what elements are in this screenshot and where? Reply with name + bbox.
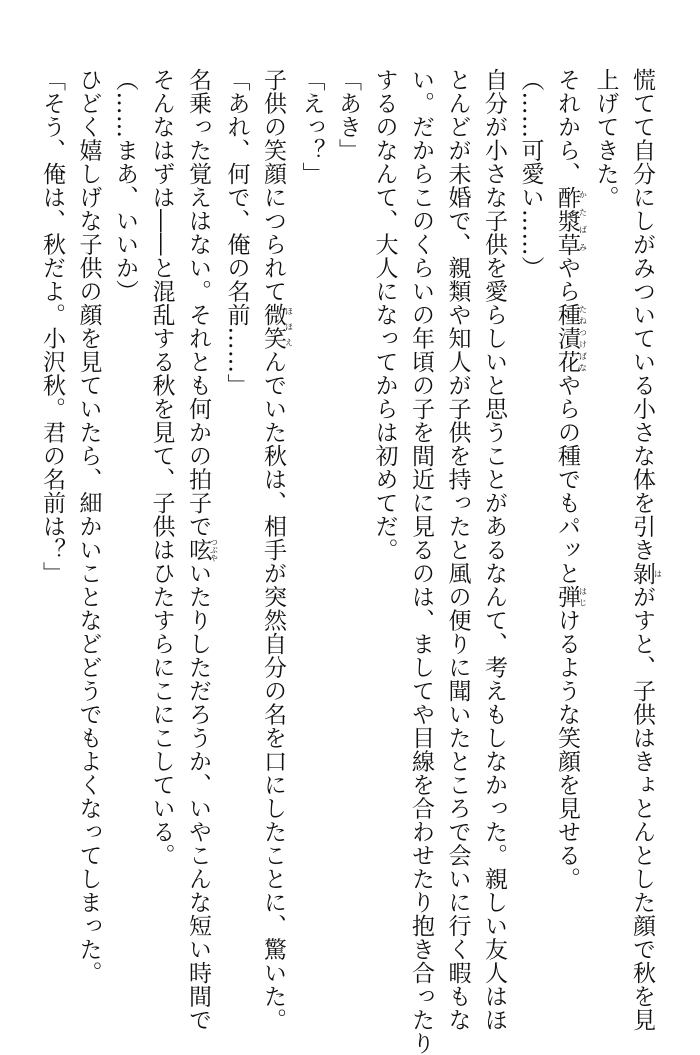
ruby-base: 微笑 xyxy=(260,303,286,350)
text-line xyxy=(70,68,107,985)
furigana: かたばみ xyxy=(578,185,588,256)
ruby-annotation xyxy=(629,561,663,586)
text-run: 「そう、俺は、秋だよ。小沢秋。君の名前は？」 xyxy=(39,68,65,585)
furigana: つぶや xyxy=(209,537,219,562)
ruby-base: 弾 xyxy=(554,585,580,609)
text-run: けるような笑顔を見せる。 xyxy=(554,608,580,891)
text-line xyxy=(624,68,663,1032)
text-line xyxy=(218,68,255,968)
text-run: いたりしただろうか、いやこんな短い時間で xyxy=(185,561,211,1032)
text-line xyxy=(293,68,330,968)
text-line xyxy=(549,68,588,968)
text-run: （……可愛い……） xyxy=(517,68,544,280)
text-run: するのなんて、大人になってからは初めてだ。 xyxy=(371,68,398,562)
furigana: たねつけばな xyxy=(578,303,588,374)
text-run: それから、 xyxy=(554,68,580,186)
text-run: 名乗った覚えはない。それとも何かの拍子で xyxy=(185,68,211,538)
ruby-annotation xyxy=(554,303,588,374)
text-line xyxy=(439,68,476,1032)
furigana: はじ xyxy=(578,585,588,609)
text-run: い。だからこのくらいの年頃の子を間近に見るのは、ましてや目線を合わせたり抱き合ったり xyxy=(408,68,434,1055)
text-run: 慌てて自分にしがみついている小さな体を引き xyxy=(629,68,655,562)
text-run: 「えっ？」 xyxy=(298,68,325,186)
ruby-base: 剝 xyxy=(629,561,655,585)
text-line xyxy=(366,68,403,968)
text-run: （……まあ、いいか） xyxy=(112,68,138,303)
text-run: やら xyxy=(554,256,580,303)
text-line xyxy=(587,68,624,968)
text-run: そんなはずは――と混乱する秋を見て、子供はひたすらにこにこしている。 xyxy=(148,68,175,867)
text-line xyxy=(403,68,440,1055)
text-line xyxy=(34,68,71,968)
text-run: 「あれ、何で、俺の名前……」 xyxy=(223,68,250,397)
text-line xyxy=(180,68,219,1032)
ruby-annotation xyxy=(554,185,588,257)
text-run: 「あき」 xyxy=(335,68,361,162)
ruby-base: 種漬花 xyxy=(554,303,580,374)
furigana: は xyxy=(653,561,663,585)
text-run: んでいた秋は、相手が突然自分の名を口にしたことに、驚いた。 xyxy=(260,350,286,1032)
ruby-annotation xyxy=(185,537,219,562)
text-run: やらの種でもパッと xyxy=(554,373,580,585)
text-line xyxy=(255,68,294,1032)
furigana: ほほえ xyxy=(284,303,294,350)
text-run: がすと、子供はきょとんとした顔で秋を見 xyxy=(629,585,655,1032)
text-run: 自分が小さな子供を愛らしいと思うことがあるなんて、考えもしなかった。親しい友人はほ xyxy=(481,68,507,1032)
ruby-base: 呟 xyxy=(185,537,211,562)
text-run: 上げてきた。 xyxy=(592,68,619,209)
text-line xyxy=(512,68,549,968)
text-run: ひどく嬉しげな子供の顔を見ていたら、細かいことなどどうでもよくなってしまった。 xyxy=(75,68,102,985)
ruby-annotation xyxy=(260,303,294,350)
text-line xyxy=(330,68,367,968)
text-line xyxy=(107,68,144,968)
text-line xyxy=(476,68,513,1032)
text-run: とんどが未婚で、親類や知人が子供を持ったと風の便りに聞いたところで会いに行く暇もな xyxy=(444,68,471,1032)
text-line xyxy=(143,68,180,968)
vertical-text-body xyxy=(34,68,663,1055)
ruby-base: 酢漿草 xyxy=(554,185,580,256)
text-run: 子供の笑顔につられて xyxy=(260,68,286,303)
ruby-annotation xyxy=(554,585,588,609)
